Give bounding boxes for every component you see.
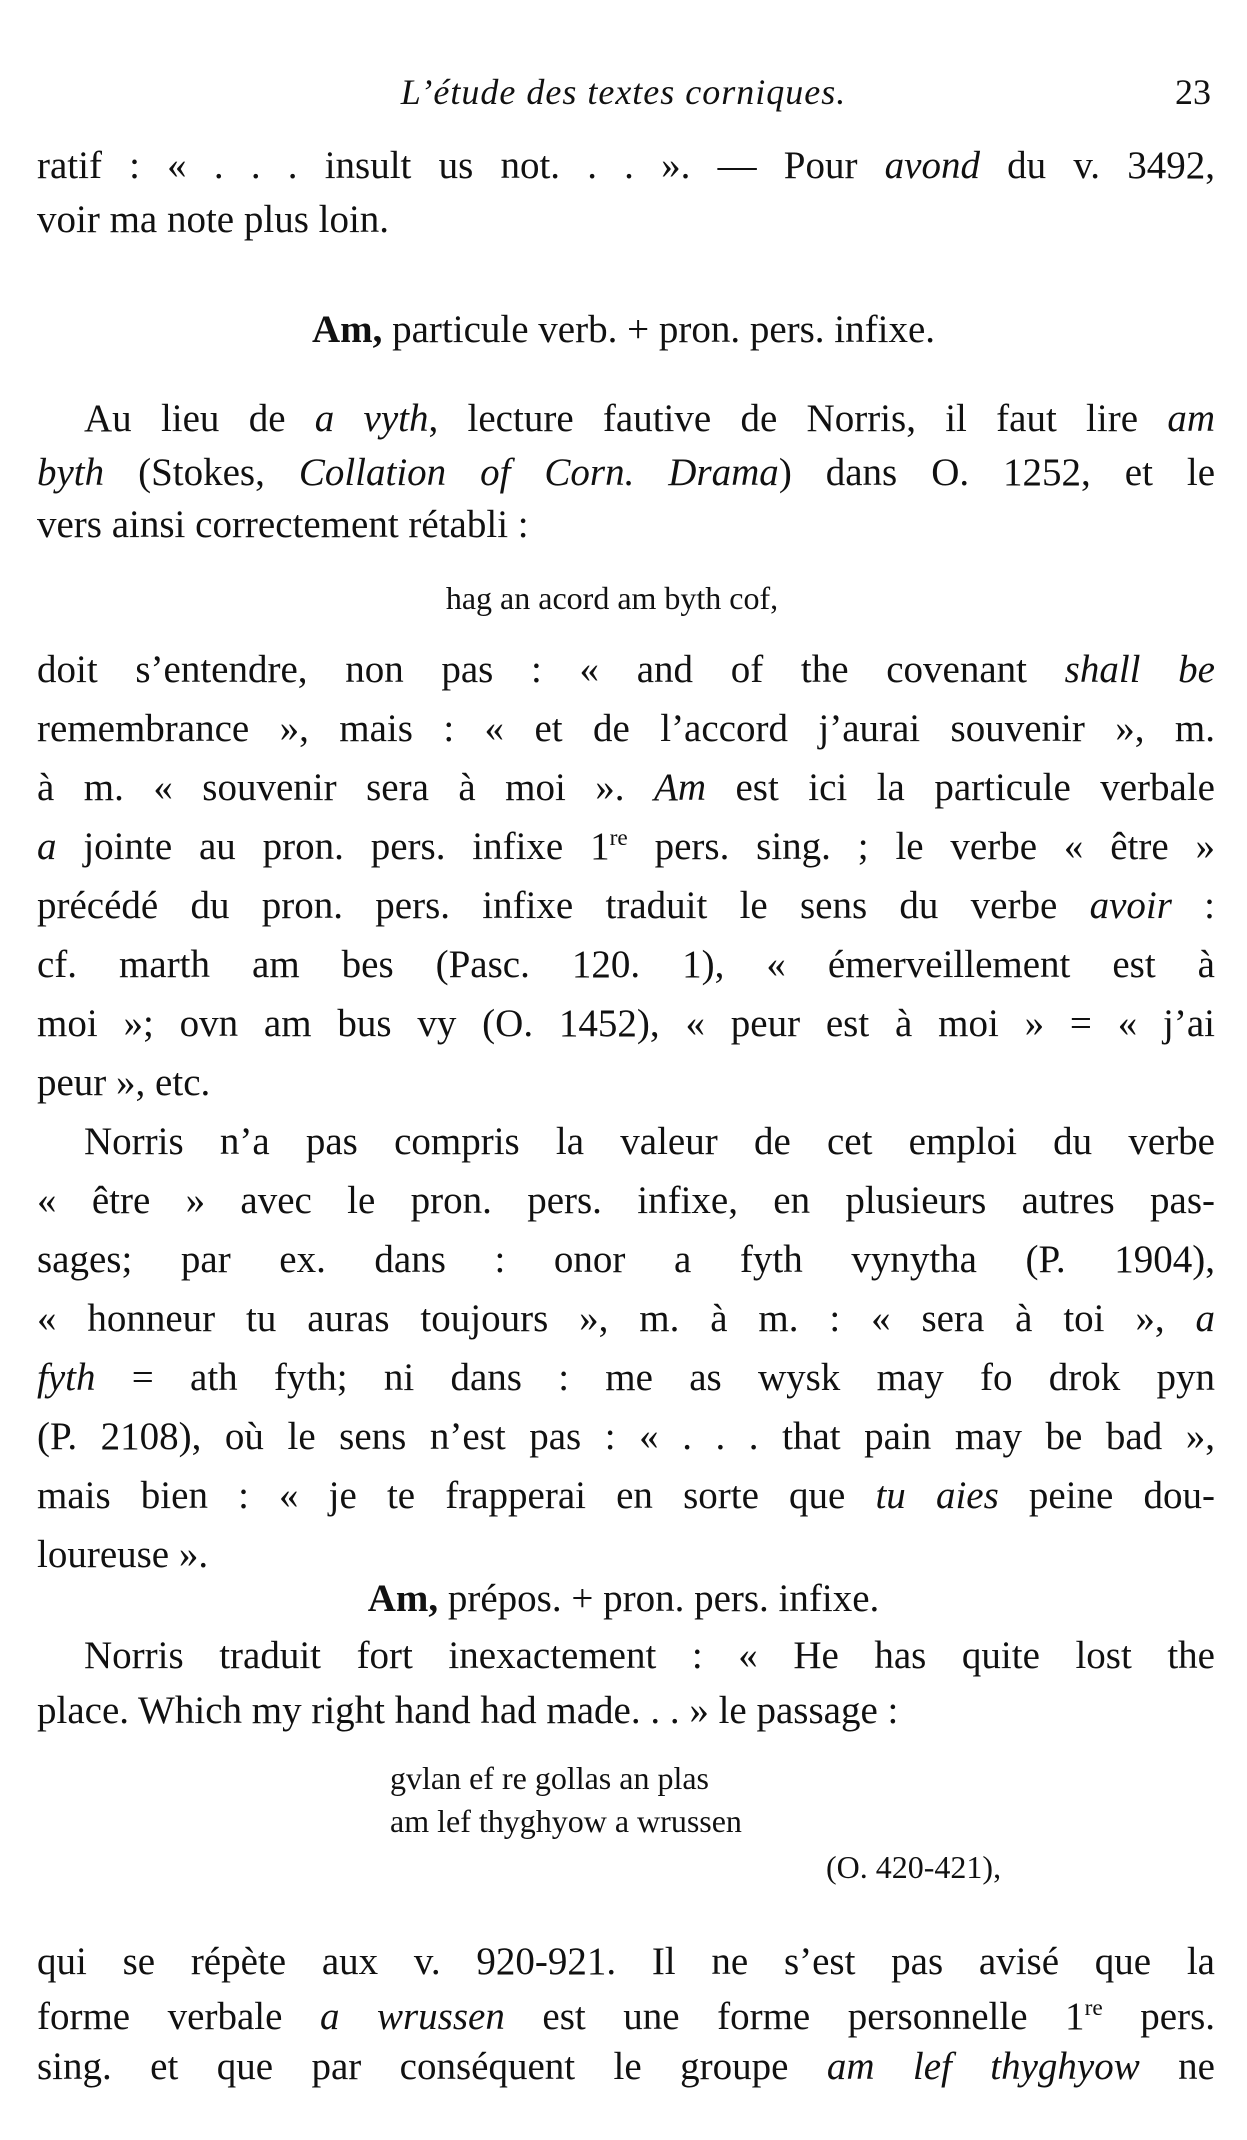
text-run: ) dans O. 1252, et le xyxy=(778,451,1216,494)
italic-text: fyth xyxy=(37,1356,96,1399)
italic-text: a wrussen xyxy=(319,1995,505,2038)
text-line xyxy=(37,448,1215,498)
section-heading xyxy=(0,305,1247,355)
text-run: am lef thyghyow a wrussen xyxy=(390,1803,742,1839)
text-line xyxy=(37,2042,1215,2092)
text-line xyxy=(37,763,1215,813)
text-run: : xyxy=(1171,884,1215,927)
text-line xyxy=(37,141,1215,191)
text-run: (Stokes, xyxy=(104,451,299,494)
text-run: gvlan ef re gollas an plas xyxy=(390,1760,709,1796)
text-line xyxy=(37,195,1215,245)
text-run: loureuse ». xyxy=(37,1533,209,1576)
italic-text: avoir xyxy=(1089,884,1172,927)
bold-headword: Am, xyxy=(311,308,383,351)
superscript: re xyxy=(609,825,628,851)
text-run: jointe au pron. pers. infixe 1 xyxy=(56,825,610,868)
text-run: Au lieu de xyxy=(84,397,315,440)
text-run: prépos. + pron. pers. infixe. xyxy=(438,1577,880,1620)
page-number: 23 xyxy=(1175,72,1211,112)
running-title: L’étude des textes corniques. xyxy=(400,72,847,112)
text-run: Norris traduit fort inexactement : « He has quite lost the xyxy=(84,1634,1215,1677)
text-run: (O. 420-421), xyxy=(826,1849,1002,1885)
text-line xyxy=(37,1294,1215,1344)
italic-text: a xyxy=(37,825,57,868)
text-line xyxy=(37,1471,1215,1521)
text-line xyxy=(37,1937,1215,1987)
text-run: cf. marth am bes (Pasc. 120. 1), « émerveillement est à xyxy=(37,943,1215,986)
text-run: « être » avec le pron. pers. infixe, en plusieurs autres pas- xyxy=(37,1179,1215,1222)
text-line xyxy=(37,999,1215,1049)
text-line xyxy=(37,822,1215,872)
text-line xyxy=(37,645,1215,695)
text-run: pers. xyxy=(1102,1995,1215,2038)
text-line xyxy=(84,1117,1215,1167)
text-line xyxy=(37,940,1215,990)
superscript: re xyxy=(1084,1995,1103,2021)
text-run: hag an acord am byth cof, xyxy=(445,580,779,616)
text-line xyxy=(37,1992,1215,2042)
italic-text: byth xyxy=(37,451,105,494)
verse-citation xyxy=(826,1842,1001,1892)
text-run: mais bien : « je te frapperai en sorte que xyxy=(37,1474,876,1517)
text-run: (P. 2108), où le sens n’est pas : « . . . that pain may be bad », xyxy=(37,1415,1215,1458)
text-line xyxy=(37,1686,1215,1736)
italic-text: shall be xyxy=(1064,648,1215,691)
text-line xyxy=(37,1353,1215,1403)
text-line xyxy=(37,1058,1215,1108)
text-line xyxy=(37,1176,1215,1226)
bold-headword: Am, xyxy=(367,1577,439,1620)
text-run: ne xyxy=(1139,2045,1215,2088)
text-run: « honneur tu auras toujours », m. à m. : « sera à toi », xyxy=(37,1297,1196,1340)
text-run: voir ma note plus loin. xyxy=(37,198,390,241)
italic-text: am lef thyghyow xyxy=(826,2045,1140,2088)
text-run: forme verbale xyxy=(37,1995,320,2038)
text-run: est ici la particule verbale xyxy=(706,766,1215,809)
text-line xyxy=(84,394,1215,444)
text-run: place. Which my right hand had made. . . » le passage : xyxy=(37,1689,899,1732)
text-run: , lecture fautive de Norris, il faut lire xyxy=(428,397,1168,440)
italic-text: tu aies xyxy=(875,1474,999,1517)
italic-text: Collation of Corn. Drama xyxy=(298,451,779,494)
italic-text: avond xyxy=(884,144,980,187)
text-run: moi »; ovn am bus vy (O. 1452), « peur est à moi » = « j’ai xyxy=(37,1002,1215,1045)
italic-text: a vyth xyxy=(314,397,429,440)
text-line xyxy=(84,1631,1215,1681)
text-run: à m. « souvenir sera à moi ». xyxy=(37,766,654,809)
text-run: = ath fyth; ni dans : me as wysk may fo drok pyn xyxy=(95,1356,1215,1399)
text-run: remembrance », mais : « et de l’accord j’aurai souvenir », m. xyxy=(37,707,1215,750)
text-line xyxy=(37,881,1215,931)
text-line xyxy=(37,500,1215,550)
text-line xyxy=(37,1412,1215,1462)
text-run: ratif : « . . . insult us not. . . ». — Pour xyxy=(37,144,885,187)
text-run: peur », etc. xyxy=(37,1061,211,1104)
verse-line xyxy=(0,573,1224,623)
text-run: du v. 3492, xyxy=(979,144,1216,187)
text-run: doit s’entendre, non pas : « and of the covenant xyxy=(37,648,1065,691)
text-run: sages; par ex. dans : onor a fyth vynytha (P. 1904), xyxy=(37,1238,1215,1281)
text-line xyxy=(37,1235,1215,1285)
text-run: peine dou- xyxy=(998,1474,1215,1517)
text-line xyxy=(37,704,1215,754)
section-heading xyxy=(0,1574,1247,1624)
text-run: qui se répète aux v. 920-921. Il ne s’est pas avisé que la xyxy=(37,1940,1215,1983)
text-run: pers. sing. ; le verbe « être » xyxy=(627,825,1215,868)
verse-line xyxy=(390,1796,742,1846)
text-run: vers ainsi correctement rétabli : xyxy=(37,503,529,546)
italic-text: am xyxy=(1167,397,1215,440)
italic-text: Am xyxy=(654,766,706,809)
text-run: Norris n’a pas compris la valeur de cet emploi du verbe xyxy=(84,1120,1215,1163)
text-line xyxy=(37,1530,1215,1580)
italic-text: a xyxy=(1195,1297,1215,1340)
text-run: précédé du pron. pers. infixe traduit le sens du verbe xyxy=(37,884,1090,927)
text-run: est une forme personnelle 1 xyxy=(504,1995,1085,2038)
text-run: sing. et que par conséquent le groupe xyxy=(37,2045,827,2088)
text-run: particule verb. + pron. pers. infixe. xyxy=(382,308,936,351)
